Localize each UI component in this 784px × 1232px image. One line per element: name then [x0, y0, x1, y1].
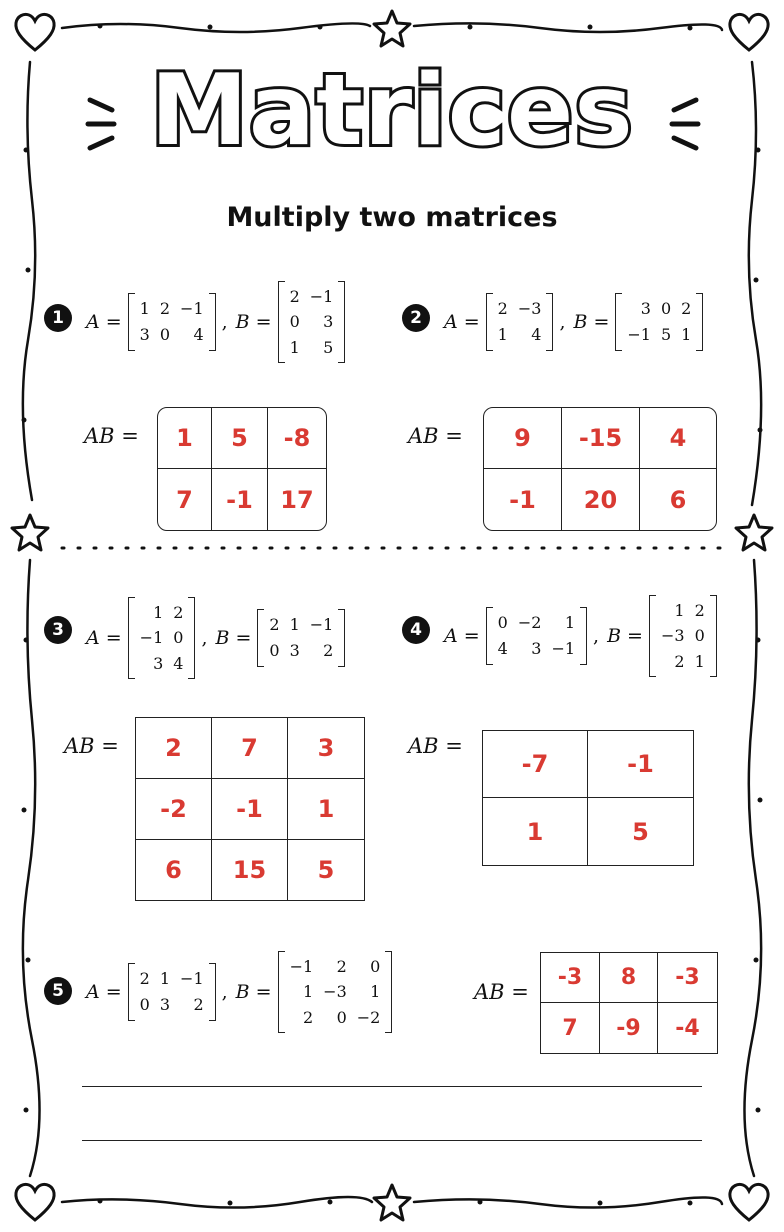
problem-4-equation: [444, 596, 717, 676]
answer-cell: -1: [212, 469, 268, 530]
writing-line: [82, 1140, 702, 1141]
answer-cell: 1: [288, 779, 364, 840]
answer-grid-2: [483, 407, 717, 531]
equals-sign: =: [255, 311, 272, 333]
equals-sign: =: [105, 311, 122, 333]
answer-cell: -1: [212, 779, 288, 840]
page-subtitle: Multiply two matrices: [226, 202, 558, 233]
matrix-a-label: A: [86, 311, 100, 333]
heart-icon: [726, 1180, 772, 1224]
ab-label: AB =: [474, 980, 529, 1004]
answer-cell: -1: [484, 469, 562, 530]
equals-sign: =: [463, 625, 480, 647]
matrix-a-label: A: [86, 627, 100, 649]
problem-number-2: 2: [402, 304, 430, 332]
matrix-b: 2 1 −1 0 3 2: [257, 609, 345, 666]
matrix-a: 0 −2 1 4 3 −1: [486, 607, 587, 664]
page-title: Matrices: [150, 54, 634, 168]
problem-number-4: 4: [402, 616, 430, 644]
answer-cell: 20: [562, 469, 640, 530]
matrix-b: 2 −1 0 3 1 5: [278, 281, 346, 364]
matrix-b-label: B: [215, 627, 230, 649]
answer-cell: -4: [675, 1015, 700, 1041]
equals-sign: =: [255, 981, 272, 1003]
equals-sign: =: [105, 981, 122, 1003]
answer-cell: 7: [158, 469, 212, 530]
problem-3-equation: [86, 598, 345, 678]
answer-cell: 3: [288, 718, 364, 779]
answer-grid-1: [157, 407, 327, 531]
matrix-a-label: A: [444, 311, 458, 333]
answer-cell: -7: [483, 731, 588, 798]
answer-cell: -2: [136, 779, 212, 840]
comma: ,: [201, 627, 208, 649]
answer-cell: 17: [280, 485, 314, 514]
matrix-a: 2 −3 1 4: [486, 293, 554, 350]
answer-cell: -1: [588, 731, 693, 798]
answer-cell: -15: [562, 408, 640, 469]
answer-cell: 5: [632, 817, 649, 846]
problem-5-equation: [86, 950, 392, 1034]
matrix-b: 3 0 2 −1 5 1: [615, 293, 703, 350]
answer-cell: 8: [600, 953, 658, 1003]
answer-cell: 15: [212, 840, 288, 900]
answer-grid-5: [540, 952, 718, 1054]
comma: ,: [221, 311, 228, 333]
star-icon: [370, 1182, 414, 1224]
answer-cell: -8: [268, 408, 326, 469]
answer-cell: 4: [640, 408, 716, 469]
equals-sign: =: [593, 311, 610, 333]
ab-label: AB =: [408, 424, 463, 448]
matrix-b: −1 2 0 1 −3 1 2 0 −2: [278, 951, 393, 1034]
problem-number-1: 1: [44, 304, 72, 332]
ab-label: AB =: [408, 734, 463, 758]
matrix-b-label: B: [235, 981, 250, 1003]
problem-number-5: 5: [44, 977, 72, 1005]
comma: ,: [221, 981, 228, 1003]
matrix-a-label: A: [86, 981, 100, 1003]
star-icon: [732, 512, 776, 554]
matrix-a: 1 2 −1 0 3 4: [128, 597, 196, 680]
answer-cell: -9: [600, 1003, 658, 1053]
ab-label: AB =: [84, 424, 139, 448]
problem-number-3: 3: [44, 616, 72, 644]
problem-2-equation: [444, 294, 703, 350]
answer-cell: 7: [541, 1003, 600, 1053]
answer-cell: 6: [669, 485, 687, 514]
comma: ,: [593, 625, 600, 647]
answer-cell: 6: [136, 840, 212, 900]
answer-grid-4: [482, 730, 694, 866]
equals-sign: =: [627, 625, 643, 647]
answer-cell: 1: [158, 408, 212, 469]
matrix-a: 2 1 −1 0 3 2: [128, 963, 216, 1020]
ab-label: AB =: [64, 734, 119, 758]
answer-cell: 5: [212, 408, 268, 469]
matrix-b-label: B: [235, 311, 250, 333]
answer-cell: 2: [136, 718, 212, 779]
star-icon: [8, 512, 52, 554]
heart-icon: [12, 10, 58, 54]
star-icon: [370, 8, 414, 50]
answer-cell: -3: [658, 953, 717, 1003]
answer-cell: 7: [212, 718, 288, 779]
matrix-b: 1 2 −3 0 2 1: [649, 595, 717, 678]
equals-sign: =: [105, 627, 122, 649]
heart-icon: [726, 10, 772, 54]
answer-cell: 1: [483, 798, 588, 865]
matrix-a-label: A: [444, 625, 458, 647]
matrix-b-label: B: [573, 311, 588, 333]
matrix-b-label: B: [607, 625, 622, 647]
equals-sign: =: [463, 311, 480, 333]
comma: ,: [559, 311, 566, 333]
heart-icon: [12, 1180, 58, 1224]
matrix-a: 1 2 −1 3 0 4: [128, 293, 216, 350]
writing-line: [82, 1086, 702, 1087]
answer-cell: 5: [317, 856, 335, 884]
equals-sign: =: [235, 627, 252, 649]
problem-1-equation: [86, 284, 345, 360]
answer-grid-3: [135, 717, 365, 901]
answer-cell: -3: [541, 953, 600, 1003]
answer-cell: 9: [484, 408, 562, 469]
